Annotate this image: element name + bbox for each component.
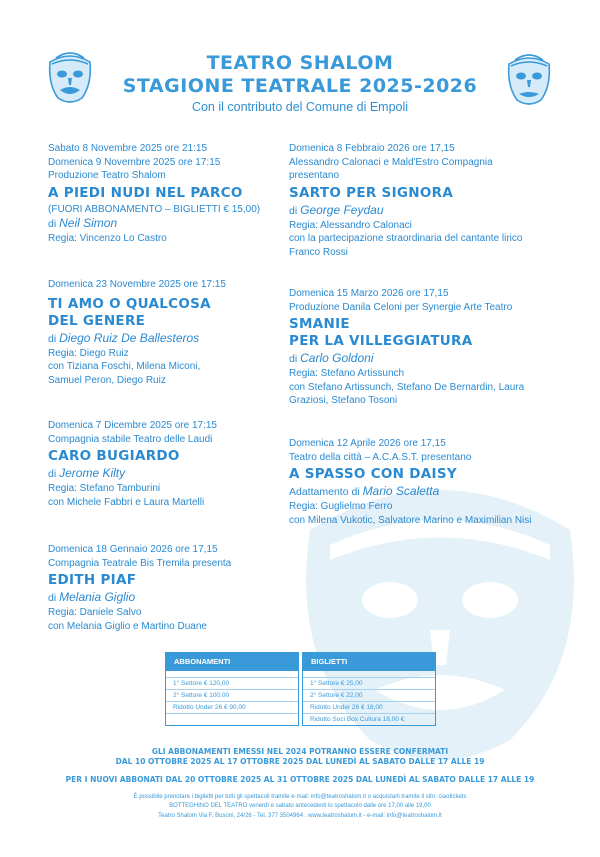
event-a-spasso-con-daisy xyxy=(289,437,579,527)
event-sarto-per-signora xyxy=(289,142,579,259)
event-title: SMANIE PER LA VILLEGGIATURA xyxy=(289,316,473,349)
event-credit: con Stefano Artissunch, Stefano De Bernardin, Laura xyxy=(289,381,525,393)
event-author: di George Feydau xyxy=(289,202,384,217)
event-title: A PIEDI NUDI NEL PARCO xyxy=(48,184,243,201)
event-company: Alessandro Calonaci e Mald'Estro Compagnia xyxy=(289,156,493,168)
header xyxy=(0,52,600,115)
event-smanie xyxy=(289,287,579,408)
notice-line: DAL 10 OTTOBRE 2025 AL 17 OTTOBRE 2025 DAL LUNEDÌ AL SABATO DALLE 17 ALLE 19 xyxy=(115,757,485,766)
event-date: Domenica 23 Novembre 2025 ore 17:15 xyxy=(48,279,226,290)
notice-line: PER I NUOVI ABBONATI DAL 20 OTTOBRE 2025 AL 31 OTTOBRE 2025 DAL LUNEDÌ AL SABATO DALLE 17 ALLE 19 xyxy=(65,775,535,784)
table-row: Ridotto Soci Box Cultura 18,00 € xyxy=(303,713,435,725)
event-credit: Graziosi, Stefano Tosoni xyxy=(289,395,398,406)
table-row: 2° Settore € 100,00 xyxy=(166,689,298,701)
event-author: di Neil Simon xyxy=(48,216,118,230)
abbonamenti-header: ABBONAMENTI xyxy=(166,653,298,671)
table-row: 1° Settore € 25,00 xyxy=(303,677,435,689)
table-row: 2° Settore € 22,00 xyxy=(303,689,435,701)
event-credit: Regia: Daniele Salvo xyxy=(48,607,142,618)
table-row: Ridotto Under 26 € 18,00 xyxy=(303,701,435,713)
biglietti-header: BIGLIETTI xyxy=(303,653,435,671)
event-date: Domenica 8 Febbraio 2026 ore 17,15 xyxy=(289,143,455,154)
footer-line: È possibile prenotare i biglietti per tutti gli spettacoli tramite e-mail: info@teatroshalom.it o acquistarli tramite il sito: ciaotickets xyxy=(133,794,467,800)
event-company: Teatro della città – A.C.A.S.T. presentano xyxy=(289,451,472,463)
event-date: Domenica 9 Novembre 2025 ore 17:15 xyxy=(48,156,221,168)
event-date: Domenica 12 Aprile 2026 ore 17,15 xyxy=(289,438,446,449)
event-author: di Jerome Kilty xyxy=(48,466,126,480)
event-credit: con Tiziana Foschi, Milena Miconi, xyxy=(48,361,201,372)
event-author: di Melania Giglio xyxy=(48,590,136,604)
event-company: Produzione Danila Celoni per Synergie Arte Teatro xyxy=(289,301,513,313)
season-title: STAGIONE TEATRALE 2025-2026 xyxy=(122,75,478,97)
event-edith-piaf xyxy=(48,543,338,633)
price-tables xyxy=(165,652,437,726)
event-company: Compagnia stabile Teatro delle Laudi xyxy=(48,433,213,445)
event-credit: con Melania Giglio e Martino Duane xyxy=(48,620,207,632)
event-title: EDITH PIAF xyxy=(48,572,137,588)
footer-line: BOTTEGHINO DEL TEATRO venerdì e sabato antecedenti lo spettacolo dalle ore 17,00 alle 19,00 xyxy=(169,803,431,809)
event-company: Produzione Teatro Shalom xyxy=(48,170,166,181)
theatre-title: TEATRO SHALOM xyxy=(206,52,394,74)
event-note: (FUORI ABBONAMENTO – BIGLIETTI € 15,00) xyxy=(48,203,261,215)
event-company: Compagnia Teatrale Bis Tremila presenta xyxy=(48,557,232,569)
event-title: TI AMO O QUALCOSA DEL GENERE xyxy=(48,295,211,329)
table-row-empty xyxy=(166,713,298,725)
event-date: Domenica 15 Marzo 2026 ore 17,15 xyxy=(289,288,449,299)
table-row: Ridotto Under 26 € 90,00 xyxy=(166,701,298,713)
event-date: Domenica 18 Gennaio 2026 ore 17,15 xyxy=(48,544,218,555)
event-company: presentano xyxy=(289,170,340,181)
event-credit: con la partecipazione straordinaria del cantante lirico xyxy=(289,233,523,244)
event-credit: Regia: Vincenzo Lo Castro xyxy=(48,233,167,244)
event-title: A SPASSO CON DAISY xyxy=(289,466,457,482)
event-author: di Carlo Goldoni xyxy=(289,351,374,365)
event-title: SARTO PER SIGNORA xyxy=(289,184,454,201)
abbonamenti-table xyxy=(165,652,299,726)
event-credit: Regia: Stefano Artissunch xyxy=(289,368,405,379)
subtitle: Con il contributo del Comune di Empoli xyxy=(191,100,409,114)
event-author: di Diego Ruiz De Ballesteros xyxy=(48,330,200,345)
event-credit: Regia: Guglielmo Ferro xyxy=(289,501,393,512)
event-credit: con Michele Fabbri e Laura Martelli xyxy=(48,496,205,508)
notice-line: GLI ABBONAMENTI EMESSI NEL 2024 POTRANNO ESSERE CONFERMATI xyxy=(151,747,449,756)
event-title: CARO BUGIARDO xyxy=(48,448,180,464)
event-credit: Samuel Peron, Diego Ruiz xyxy=(48,374,166,386)
table-row: 1° Settore € 120,00 xyxy=(166,677,298,689)
event-credit: con Milena Vukotic, Salvatore Marino e Maximilian Nisi xyxy=(289,514,532,526)
footer-line: Teatro Shalom Via F. Busoni, 24/26 - Tel. 377 3504964 . www.teatroshalom.it - e-mail: info@teatroshalom.it xyxy=(158,813,442,819)
event-credit: Franco Rossi xyxy=(289,246,348,258)
event-credit: Regia: Alessandro Calonaci xyxy=(289,219,412,231)
event-author: Adattamento di Mario Scaletta xyxy=(289,484,440,498)
event-credit: Regia: Stefano Tamburini xyxy=(48,483,161,494)
event-date: Sabato 8 Novembre 2025 ore 21:15 xyxy=(48,143,207,154)
event-credit: Regia: Diego Ruiz xyxy=(48,347,129,359)
event-date: Domenica 7 Dicembre 2025 ore 17:15 xyxy=(48,420,217,431)
biglietti-table xyxy=(302,652,436,726)
